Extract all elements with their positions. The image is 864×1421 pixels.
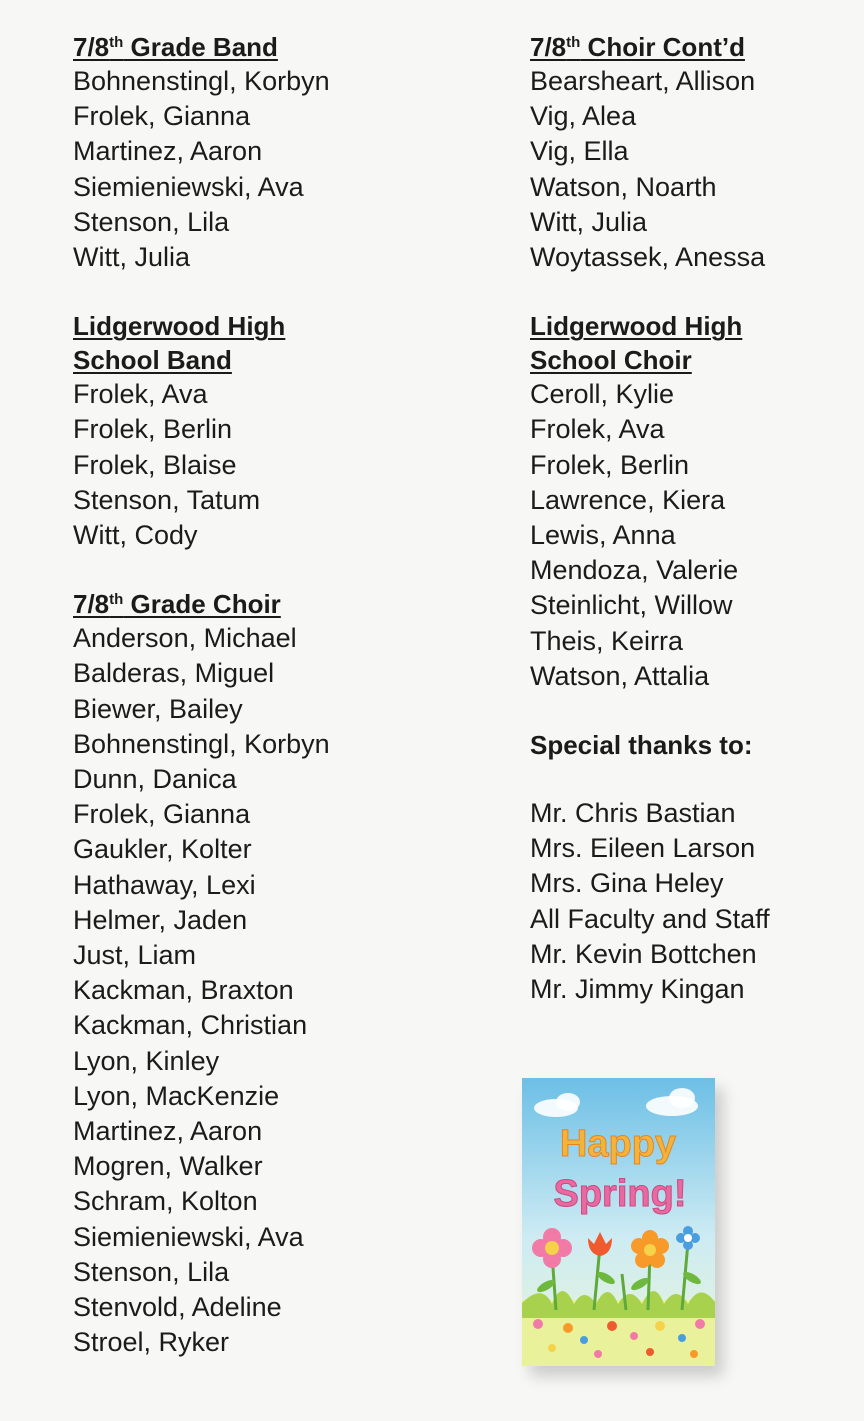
name-entry: Mrs. Eileen Larson <box>530 833 756 864</box>
special-thanks-title: Special thanks to: <box>530 730 753 761</box>
name-entry: Stenson, Lila <box>73 1256 230 1287</box>
name-entry: Hathaway, Lexi <box>73 869 256 900</box>
section-78-choir-contd <box>530 30 850 275</box>
name-entry: Bohnenstingl, Korbyn <box>73 66 330 96</box>
name-entry: Mrs. Gina Heley <box>530 868 724 899</box>
name-entry: Mr. Kevin Bottchen <box>530 938 757 969</box>
card-line1: Happy <box>559 1123 677 1165</box>
name-entry: Lyon, Kinley <box>73 1045 220 1076</box>
name-entry: Bohnenstingl, Korbyn <box>73 728 330 759</box>
name-entry: Biewer, Bailey <box>73 693 243 724</box>
name-entry: Siemieniewski, Ava <box>73 1221 304 1252</box>
name-entry: Witt, Cody <box>73 520 198 551</box>
name-entry: Theis, Keirra <box>530 625 684 656</box>
section-hs-band <box>73 309 473 553</box>
name-entry: Martinez, Aaron <box>73 1116 263 1147</box>
name-list <box>530 64 850 275</box>
section-hs-choir <box>530 309 850 694</box>
section-78-band <box>73 30 473 275</box>
name-entry: Watson, Noarth <box>530 171 717 202</box>
name-entry: Vig, Ella <box>530 136 629 167</box>
name-entry: Mr. Jimmy Kingan <box>530 974 745 1005</box>
name-entry: Balderas, Miguel <box>73 658 275 689</box>
heading-line: Lidgerwood High <box>73 311 286 342</box>
name-entry: Frolek, Berlin <box>530 449 690 480</box>
name-entry: Helmer, Jaden <box>73 904 248 935</box>
left-column <box>73 30 473 1395</box>
name-entry: Gaukler, Kolter <box>73 834 252 865</box>
happy-spring-card <box>522 1078 715 1366</box>
name-entry: Frolek, Berlin <box>73 414 233 445</box>
name-entry: Stenson, Lila <box>73 206 230 237</box>
right-column <box>530 30 850 1041</box>
name-entry: Witt, Julia <box>530 206 648 237</box>
name-entry: Lawrence, Kiera <box>530 484 726 515</box>
name-entry: Frolek, Ava <box>73 379 208 410</box>
name-entry: Schram, Kolton <box>73 1186 258 1217</box>
heading-line: School Band <box>73 345 232 376</box>
flower-garden-illustration-icon <box>522 1078 715 1366</box>
name-entry: Stenvold, Adeline <box>73 1292 282 1323</box>
name-entry: Kackman, Braxton <box>73 975 294 1006</box>
name-entry: Anderson, Michael <box>73 623 297 654</box>
name-entry: Mogren, Walker <box>73 1151 263 1182</box>
name-entry: Bearsheart, Allison <box>530 66 756 96</box>
name-list <box>73 621 473 1360</box>
name-entry: Mendoza, Valerie <box>530 555 739 586</box>
name-entry: Lyon, MacKenzie <box>73 1080 280 1111</box>
section-heading-78-choir-contd: 7/8th Choir Cont’d <box>530 32 745 62</box>
name-entry: Lewis, Anna <box>530 520 676 551</box>
section-78-choir <box>73 587 473 1360</box>
name-entry: Watson, Attalia <box>530 660 710 691</box>
name-entry: Woytassek, Anessa <box>530 242 766 273</box>
name-entry: Dunn, Danica <box>73 764 237 795</box>
card-line2: Spring! <box>553 1173 687 1215</box>
name-entry: Frolek, Ava <box>530 414 665 445</box>
name-entry: Kackman, Christian <box>73 1010 308 1041</box>
name-entry: Just, Liam <box>73 940 197 971</box>
name-entry: Stenson, Tatum <box>73 484 261 515</box>
section-heading-hs-choir <box>530 309 850 377</box>
name-list <box>530 377 850 694</box>
name-entry: Siemieniewski, Ava <box>73 171 304 202</box>
name-entry: Witt, Julia <box>73 242 191 273</box>
name-entry: Frolek, Gianna <box>73 101 251 132</box>
name-entry: Ceroll, Kylie <box>530 379 675 410</box>
name-list <box>73 377 473 553</box>
section-special-thanks <box>530 728 850 1007</box>
name-entry: Stroel, Ryker <box>73 1327 230 1358</box>
name-list <box>73 64 473 275</box>
section-heading-hs-band <box>73 309 473 377</box>
name-entry: Vig, Alea <box>530 101 637 132</box>
section-heading-78-band: 7/8th Grade Band <box>73 32 278 62</box>
name-entry: Frolek, Gianna <box>73 799 251 830</box>
heading-line: Lidgerwood High <box>530 311 743 342</box>
heading-line: School Choir <box>530 345 692 376</box>
name-entry: Martinez, Aaron <box>73 136 263 167</box>
section-heading-78-choir: 7/8th Grade Choir <box>73 589 281 620</box>
name-list <box>530 796 850 1007</box>
name-entry: Frolek, Blaise <box>73 449 237 480</box>
name-entry: Mr. Chris Bastian <box>530 798 736 829</box>
name-entry: Steinlicht, Willow <box>530 590 733 621</box>
name-entry: All Faculty and Staff <box>530 903 770 934</box>
